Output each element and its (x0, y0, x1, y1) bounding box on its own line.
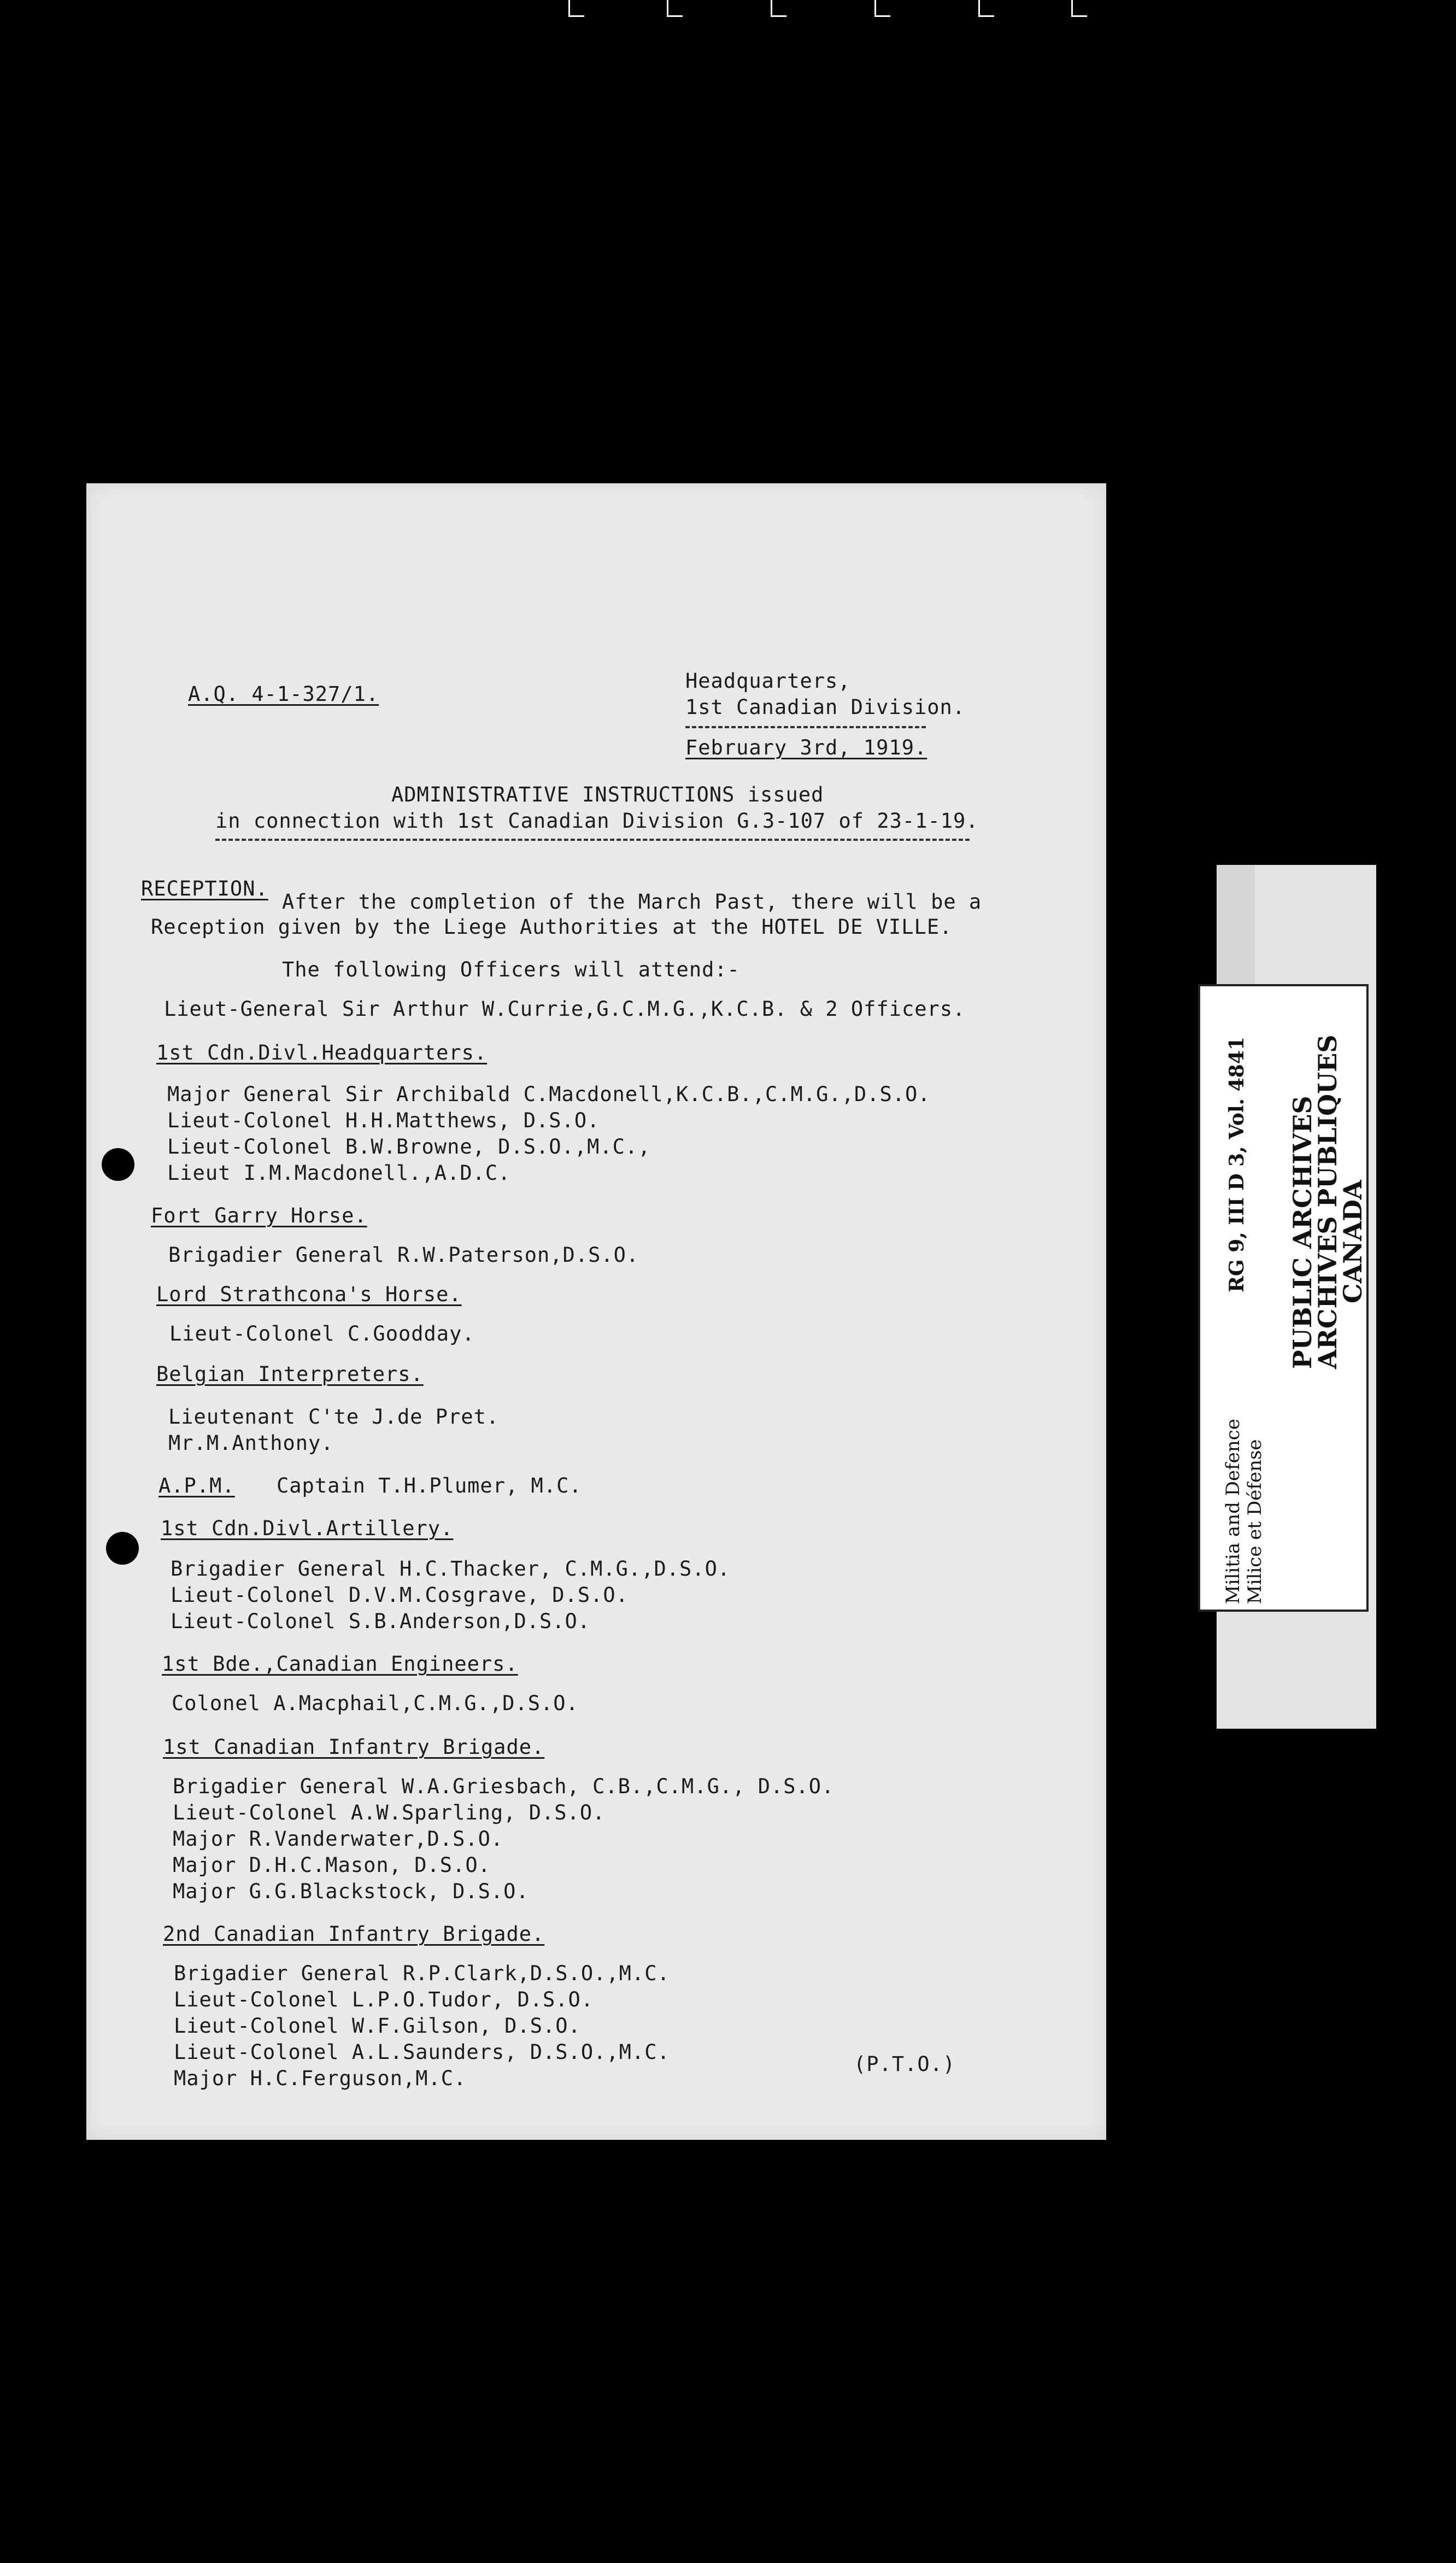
officer-entry: Lieut-Colonel S.B.Anderson,D.S.O. (171, 1610, 591, 1633)
officer-entry: Lieut-Colonel A.W.Sparling, D.S.O. (173, 1801, 606, 1824)
document-subtitle: in connection with 1st Canadian Division G.3-107 of 23-1-19. (215, 809, 979, 833)
section-heading: 1st Cdn.Divl.Headquarters. (156, 1041, 488, 1064)
officer-entry: Brigadier General W.A.Griesbach, C.B.,C.M.G., D.S.O. (173, 1775, 835, 1798)
officer-entry: Brigadier General H.C.Thacker, C.M.G.,D.S.O. (171, 1557, 731, 1581)
section-heading: 1st Bde.,Canadian Engineers. (162, 1652, 518, 1676)
officer-entry: Major D.H.C.Mason, D.S.O. (173, 1853, 491, 1877)
officer-entry: Mr.M.Anthony. (168, 1431, 334, 1455)
archive-stamp (1198, 984, 1369, 1612)
officer-entry: Lieut-Colonel B.W.Browne, D.S.O.,M.C., (167, 1135, 651, 1158)
officer-entry: Lieut-Colonel L.P.O.Tudor, D.S.O. (174, 1988, 594, 2011)
film-frame-marks (563, 0, 1088, 22)
date-rule-top (685, 726, 926, 728)
document-page (86, 483, 1106, 2140)
attend-line: The following Officers will attend:- (282, 958, 740, 981)
headquarters-line: Headquarters, (685, 669, 851, 693)
reception-text-1: After the completion of the March Past, there will be a (282, 890, 982, 914)
officer-entry: Lieut-Colonel H.H.Matthews, D.S.O. (167, 1109, 600, 1132)
punch-hole-bottom (106, 1532, 139, 1565)
division-line: 1st Canadian Division. (685, 695, 966, 719)
file-reference: A.Q. 4-1-327/1. (188, 682, 379, 706)
document-date: February 3rd, 1919. (685, 736, 927, 759)
officer-entry: Lieut-Colonel A.L.Saunders, D.S.O.,M.C. (174, 2040, 670, 2064)
section-heading: Fort Garry Horse. (151, 1204, 367, 1227)
department-en: Militia and Defence (1222, 1419, 1244, 1604)
officer-entry: Lieut-Colonel C.Goodday. (169, 1322, 475, 1345)
section-heading: 1st Cdn.Divl.Artillery. (161, 1517, 454, 1540)
officer-entry: Major General Sir Archibald C.Macdonell,K.C.B.,C.M.G.,D.S.O. (167, 1082, 931, 1106)
document-title: ADMINISTRATIVE INSTRUCTIONS issued (391, 783, 824, 806)
reception-heading: RECEPTION. (141, 877, 268, 900)
officer-entry: Lieut-Colonel D.V.M.Cosgrave, D.S.O. (171, 1583, 629, 1607)
officer-entry: Lieut-Colonel W.F.Gilson, D.S.O. (174, 2014, 581, 2038)
title-rule (215, 839, 970, 841)
department-fr: Milice et Défense (1244, 1439, 1266, 1604)
reception-text-2: Reception given by the Liege Authorities at the HOTEL DE VILLE. (151, 915, 953, 939)
archive-name-fr: ARCHIVES PUBLIQUES (1313, 1034, 1342, 1369)
section-heading: 1st Canadian Infantry Brigade. (163, 1735, 545, 1759)
officer-entry: Major H.C.Ferguson,M.C. (174, 2067, 467, 2090)
section-heading: Belgian Interpreters. (156, 1362, 424, 1386)
officer-entry: Brigadier General R.P.Clark,D.S.O.,M.C. (174, 1962, 670, 1985)
section-heading: Lord Strathcona's Horse. (156, 1283, 462, 1306)
officer-entry: Colonel A.Macphail,C.M.G.,D.S.O. (172, 1692, 579, 1715)
officer-entry: Captain T.H.Plumer, M.C. (277, 1474, 582, 1497)
archive-name-en: PUBLIC ARCHIVES (1288, 1096, 1317, 1369)
archive-label-card (1217, 865, 1376, 1729)
punch-hole-top (102, 1148, 134, 1181)
section-heading: 2nd Canadian Infantry Brigade. (163, 1922, 545, 1946)
officer-entry: Brigadier General R.W.Paterson,D.S.O. (168, 1243, 639, 1267)
officer-entry: Major G.G.Blackstock, D.S.O. (173, 1880, 529, 1903)
label-tab (1217, 865, 1255, 985)
lead-officer: Lieut-General Sir Arthur W.Currie,G.C.M.G.,K.C.B. & 2 Officers. (164, 997, 966, 1021)
archive-reference: RG 9, III D 3, Vol. 4841 (1225, 1037, 1248, 1292)
officer-entry: Lieutenant C'te J.de Pret. (168, 1405, 500, 1429)
archive-country: CANADA (1338, 1180, 1367, 1303)
pto-note: (P.T.O.) (854, 2052, 956, 2076)
section-heading: A.P.M. (158, 1474, 235, 1497)
officer-entry: Major R.Vanderwater,D.S.O. (173, 1827, 504, 1851)
officer-entry: Lieut I.M.Macdonell.,A.D.C. (167, 1161, 511, 1185)
